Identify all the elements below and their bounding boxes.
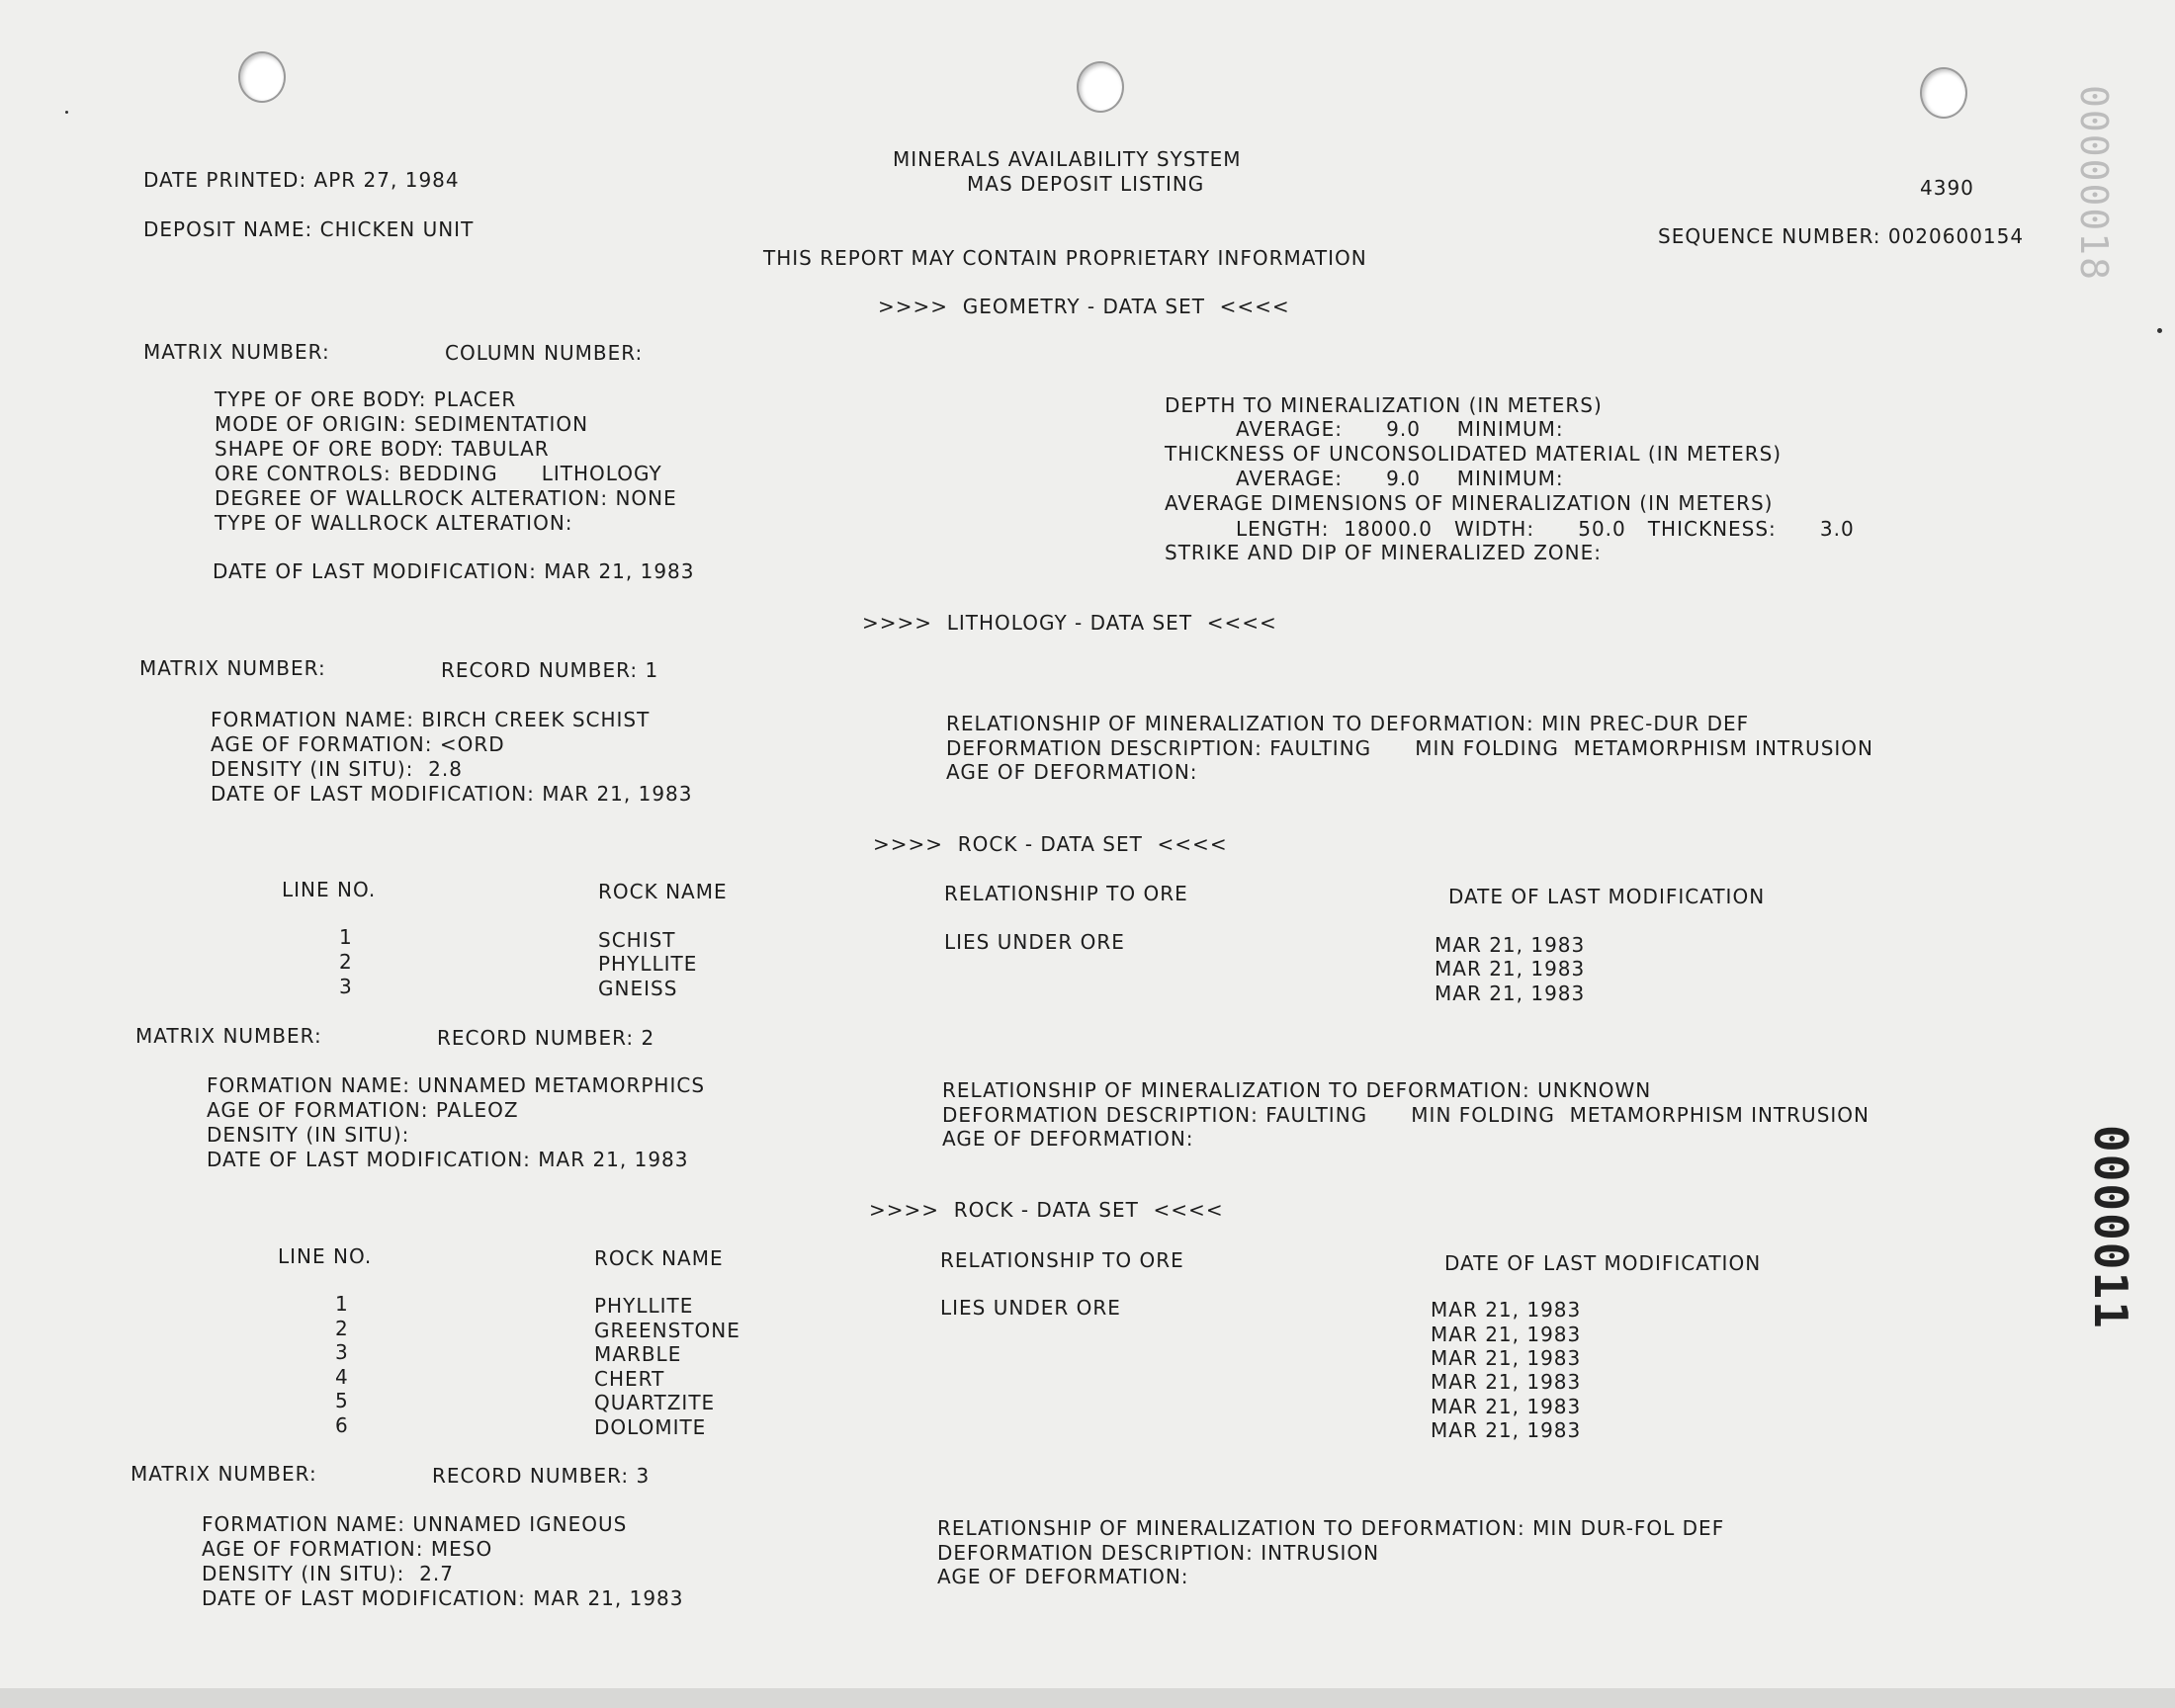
lithology-heading: >>>> LITHOLOGY - DATA SET <<<< — [862, 611, 1277, 635]
record-1-age-of-deformation: AGE OF DEFORMATION: — [946, 760, 1198, 784]
record-3-density: DENSITY (IN SITU): 2.7 — [202, 1562, 454, 1585]
record-3-age-of-formation: AGE OF FORMATION: MESO — [202, 1537, 493, 1561]
rock-2-date: MAR 21, 1983 — [1431, 1298, 1582, 1322]
rock-2-rock-name: PHYLLITE — [594, 1294, 694, 1318]
paper-speck — [65, 111, 68, 114]
page-stamp-top-right: 00000018 — [2072, 85, 2116, 283]
rock-1-rock-name: PHYLLITE — [598, 952, 698, 976]
rock-2-rock-name: MARBLE — [594, 1342, 682, 1366]
rock-2-date: MAR 21, 1983 — [1431, 1346, 1582, 1370]
rock-1-relationship: LIES UNDER ORE — [944, 930, 1125, 954]
rock-1-date: MAR 21, 1983 — [1435, 982, 1586, 1005]
thickness-heading: THICKNESS OF UNCONSOLIDATED MATERIAL (IN METERS) — [1165, 442, 1783, 466]
deposit-name: DEPOSIT NAME: CHICKEN UNIT — [143, 217, 475, 241]
listing-title: MAS DEPOSIT LISTING — [967, 172, 1205, 196]
rock-2-date: MAR 21, 1983 — [1431, 1418, 1582, 1442]
ore-controls: ORE CONTROLS: BEDDING LITHOLOGY — [215, 462, 662, 485]
record-1-formation-name: FORMATION NAME: BIRCH CREEK SCHIST — [211, 708, 651, 731]
record-2-relationship: RELATIONSHIP OF MINERALIZATION TO DEFORMATION: UNKNOWN — [942, 1078, 1652, 1102]
record-3-formation-name: FORMATION NAME: UNNAMED IGNEOUS — [202, 1512, 628, 1536]
geometry-heading: >>>> GEOMETRY - DATA SET <<<< — [878, 295, 1290, 318]
rock-2-date: MAR 21, 1983 — [1431, 1370, 1582, 1394]
punch-hole-left — [238, 51, 286, 103]
rock-2-rock-name: QUARTZITE — [594, 1391, 716, 1414]
thickness-values: AVERAGE: 9.0 MINIMUM: — [1236, 467, 1564, 490]
record-2-deformation-description: DEFORMATION DESCRIPTION: FAULTING MIN FOLDING METAMORPHISM INTRUSION — [942, 1103, 1870, 1127]
page-number: 4390 — [1920, 176, 1974, 200]
rock-2-rock-name: GREENSTONE — [594, 1319, 740, 1342]
paper-speck — [2157, 328, 2162, 333]
record-2-density: DENSITY (IN SITU): — [207, 1123, 410, 1147]
wallrock-alteration-type: TYPE OF WALLROCK ALTERATION: — [215, 511, 573, 535]
record-2-record-number: RECORD NUMBER: 2 — [437, 1026, 655, 1050]
rock-2-col-rock: ROCK NAME — [594, 1246, 724, 1270]
shape-of-ore-body: SHAPE OF ORE BODY: TABULAR — [215, 437, 550, 461]
dimensions-values: LENGTH: 18000.0 WIDTH: 50.0 THICKNESS: 3.0 — [1236, 517, 1855, 541]
record-1-deformation-description: DEFORMATION DESCRIPTION: FAULTING MIN FOLDING METAMORPHISM INTRUSION — [946, 736, 1873, 760]
record-2-last-modification: DATE OF LAST MODIFICATION: MAR 21, 1983 — [207, 1148, 689, 1171]
record-1-matrix-number: MATRIX NUMBER: — [139, 656, 326, 680]
rock-2-line-no: 2 — [335, 1317, 349, 1340]
mode-of-origin: MODE OF ORIGIN: SEDIMENTATION — [215, 412, 589, 436]
record-1-age-of-formation: AGE OF FORMATION: <ORD — [211, 732, 505, 756]
rock-2-relationship: LIES UNDER ORE — [940, 1296, 1121, 1320]
rock-2-line-no: 5 — [335, 1389, 349, 1412]
rock-1-line-no: 1 — [339, 925, 353, 949]
record-2-matrix-number: MATRIX NUMBER: — [135, 1024, 322, 1048]
record-2-age-of-deformation: AGE OF DEFORMATION: — [942, 1127, 1194, 1151]
punch-hole-center — [1077, 61, 1124, 113]
system-title: MINERALS AVAILABILITY SYSTEM — [893, 147, 1242, 171]
rock-2-rock-name: CHERT — [594, 1367, 665, 1391]
punch-hole-right — [1920, 67, 1967, 119]
rock-2-col-line: LINE NO. — [278, 1244, 373, 1268]
record-1-density: DENSITY (IN SITU): 2.8 — [211, 757, 463, 781]
rock-1-rock-name: GNEISS — [598, 977, 678, 1000]
rock-2-date: MAR 21, 1983 — [1431, 1395, 1582, 1418]
record-1-last-modification: DATE OF LAST MODIFICATION: MAR 21, 1983 — [211, 782, 693, 806]
proprietary-notice: THIS REPORT MAY CONTAIN PROPRIETARY INFORMATION — [763, 246, 1367, 270]
rock-1-rock-name: SCHIST — [598, 928, 676, 952]
rock-2-line-no: 4 — [335, 1365, 349, 1389]
page-stamp-right: 0000011 — [2084, 1125, 2137, 1330]
record-3-matrix-number: MATRIX NUMBER: — [130, 1462, 317, 1486]
rock-2-line-no: 6 — [335, 1413, 349, 1437]
geometry-column-number: COLUMN NUMBER: — [445, 341, 644, 365]
record-3-deformation-description: DEFORMATION DESCRIPTION: INTRUSION — [937, 1541, 1380, 1565]
record-1-record-number: RECORD NUMBER: 1 — [441, 658, 659, 682]
rock-1-date: MAR 21, 1983 — [1435, 933, 1586, 957]
rock-2-date: MAR 21, 1983 — [1431, 1323, 1582, 1346]
type-of-ore-body: TYPE OF ORE BODY: PLACER — [215, 387, 517, 411]
rock-1-col-rock: ROCK NAME — [598, 880, 728, 903]
rock-1-col-line: LINE NO. — [282, 878, 377, 901]
rock-2-line-no: 1 — [335, 1292, 349, 1316]
record-3-relationship: RELATIONSHIP OF MINERALIZATION TO DEFORMATION: MIN DUR-FOL DEF — [937, 1516, 1725, 1540]
depth-heading: DEPTH TO MINERALIZATION (IN METERS) — [1165, 393, 1603, 417]
wallrock-alteration-degree: DEGREE OF WALLROCK ALTERATION: NONE — [215, 486, 677, 510]
depth-values: AVERAGE: 9.0 MINIMUM: — [1236, 417, 1564, 441]
rock-2-col-relationship: RELATIONSHIP TO ORE — [940, 1248, 1184, 1272]
rock-1-col-relationship: RELATIONSHIP TO ORE — [944, 882, 1188, 905]
geometry-matrix-number: MATRIX NUMBER: — [143, 340, 330, 364]
sequence-number: SEQUENCE NUMBER: 0020600154 — [1658, 224, 2025, 248]
strike-dip: STRIKE AND DIP OF MINERALIZED ZONE: — [1165, 541, 1602, 564]
record-3-record-number: RECORD NUMBER: 3 — [432, 1464, 651, 1488]
rock-1-date: MAR 21, 1983 — [1435, 957, 1586, 981]
date-printed: DATE PRINTED: APR 27, 1984 — [143, 168, 460, 192]
record-2-age-of-formation: AGE OF FORMATION: PALEOZ — [207, 1098, 519, 1122]
rock-heading-2: >>>> ROCK - DATA SET <<<< — [869, 1198, 1224, 1222]
geometry-last-modification: DATE OF LAST MODIFICATION: MAR 21, 1983 — [213, 559, 695, 583]
rock-2-line-no: 3 — [335, 1340, 349, 1364]
record-1-relationship: RELATIONSHIP OF MINERALIZATION TO DEFORMATION: MIN PREC-DUR DEF — [946, 712, 1750, 735]
dimensions-heading: AVERAGE DIMENSIONS OF MINERALIZATION (IN METERS) — [1165, 491, 1774, 515]
record-2-formation-name: FORMATION NAME: UNNAMED METAMORPHICS — [207, 1073, 706, 1097]
rock-heading-1: >>>> ROCK - DATA SET <<<< — [873, 832, 1228, 856]
rock-1-line-no: 3 — [339, 975, 353, 998]
record-3-last-modification: DATE OF LAST MODIFICATION: MAR 21, 1983 — [202, 1586, 684, 1610]
rock-1-line-no: 2 — [339, 950, 353, 974]
rock-1-col-date: DATE OF LAST MODIFICATION — [1448, 885, 1766, 908]
rock-2-rock-name: DOLOMITE — [594, 1415, 707, 1439]
record-3-age-of-deformation: AGE OF DEFORMATION: — [937, 1565, 1189, 1588]
rock-2-col-date: DATE OF LAST MODIFICATION — [1444, 1251, 1762, 1275]
